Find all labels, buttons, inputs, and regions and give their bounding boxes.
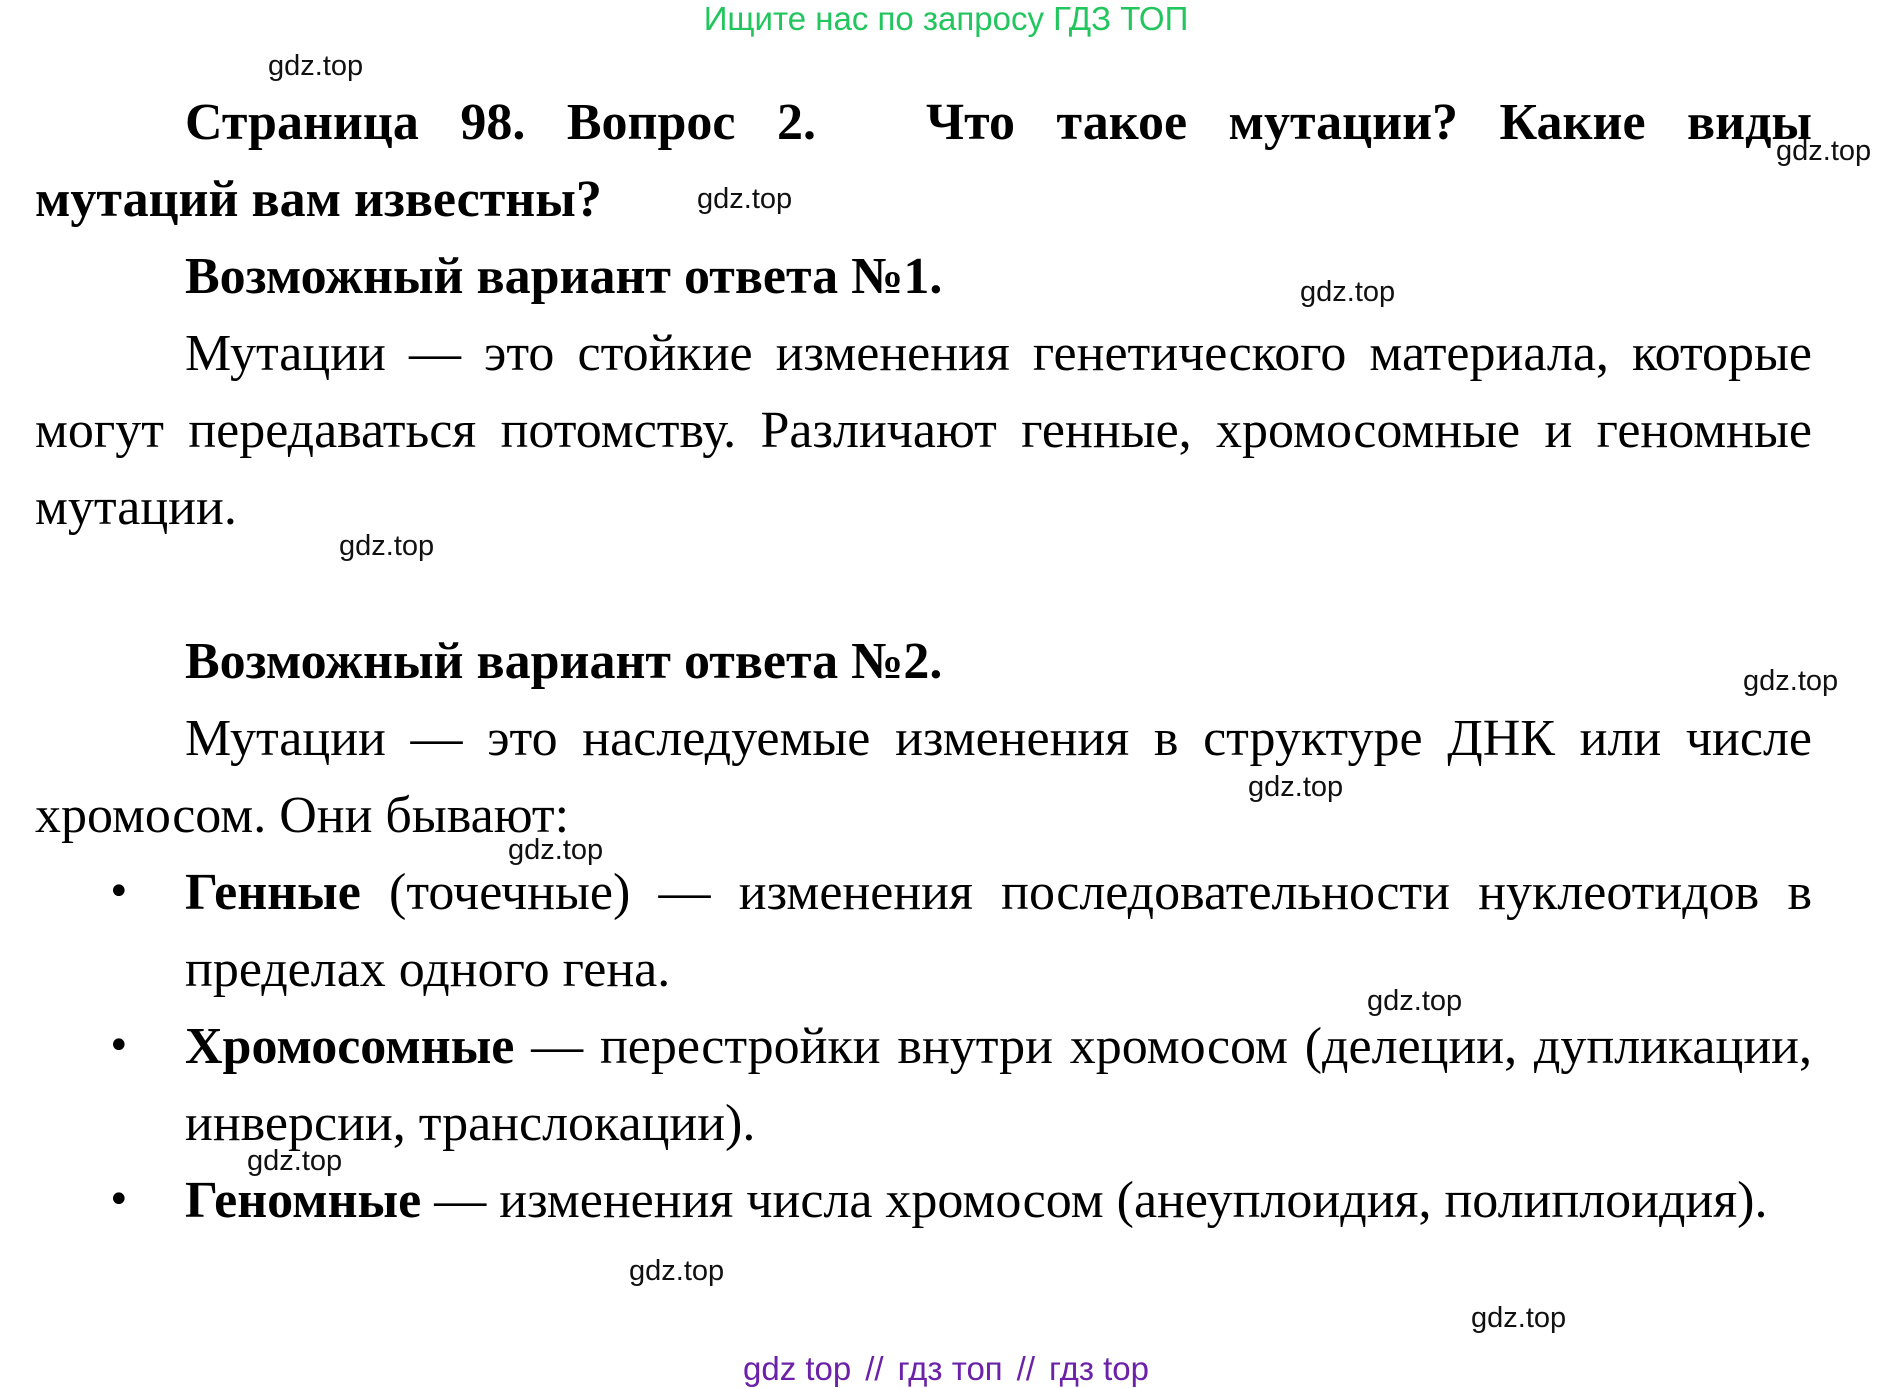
variant-2-title: Возможный вариант ответа №2.: [185, 633, 943, 690]
list-item: [35, 1008, 1812, 1162]
watermark: gdz.top: [1248, 771, 1344, 803]
bullet-icon: •: [107, 1023, 131, 1069]
watermark: gdz.top: [268, 50, 364, 82]
footer-links: [0, 1350, 1892, 1388]
footer-separator: //: [865, 1350, 884, 1387]
footer-separator: //: [1016, 1350, 1036, 1387]
list-item-text: — изменения числа хромосом (анеуплоидия, полиплоидия).: [421, 1172, 1768, 1229]
watermark: gdz.top: [1300, 276, 1396, 308]
footer-link[interactable]: гдз top: [1049, 1350, 1149, 1387]
variant-1-title: Возможный вариант ответа №1.: [185, 248, 943, 305]
list-item-text: — перестройки внутри хромосом (делеции, дупликации, инверсии, транслокации).: [185, 1018, 1812, 1152]
watermark: gdz.top: [508, 834, 604, 866]
mutation-types-list: [35, 854, 1812, 1239]
question-text: Что такое мутации? Какие виды мутаций вам известны?: [35, 94, 1812, 228]
footer-link[interactable]: гдз топ: [897, 1350, 1003, 1387]
watermark: gdz.top: [629, 1255, 725, 1287]
watermark: gdz.top: [697, 183, 793, 215]
bullet-icon: •: [107, 1177, 131, 1223]
list-item-text: (точечные) — изменения последовательности нуклеотидов в пределах одного гена.: [185, 864, 1812, 998]
list-item-term: Хромосомные: [185, 1018, 515, 1075]
answer-content: [35, 84, 1812, 1239]
section-spacer: [35, 546, 1812, 623]
watermark: gdz.top: [1743, 665, 1839, 697]
variant-2-intro: Мутации — это наследуемые изменения в структуре ДНК или числе хромосом. Они бывают:: [35, 710, 1812, 844]
list-item-term: Геномные: [185, 1172, 422, 1229]
question-number: Страница 98. Вопрос 2.: [185, 94, 816, 151]
list-item: [35, 854, 1812, 1008]
watermark: gdz.top: [1471, 1302, 1567, 1334]
watermark: gdz.top: [339, 530, 435, 562]
watermark: gdz.top: [1776, 135, 1872, 167]
watermark: gdz.top: [1367, 985, 1463, 1017]
question-heading: [35, 84, 1812, 238]
watermark: gdz.top: [247, 1145, 343, 1177]
list-item-term: Генные: [185, 864, 361, 921]
bullet-icon: •: [107, 869, 131, 915]
top-banner: Ищите нас по запросу ГДЗ ТОП: [703, 0, 1189, 37]
footer-link[interactable]: gdz top: [743, 1350, 852, 1387]
variant-1-text: Мутации — это стойкие изменения генетического материала, которые могут передаваться потомству. Различают генные, хромосомные и геномные мутации.: [35, 325, 1812, 536]
